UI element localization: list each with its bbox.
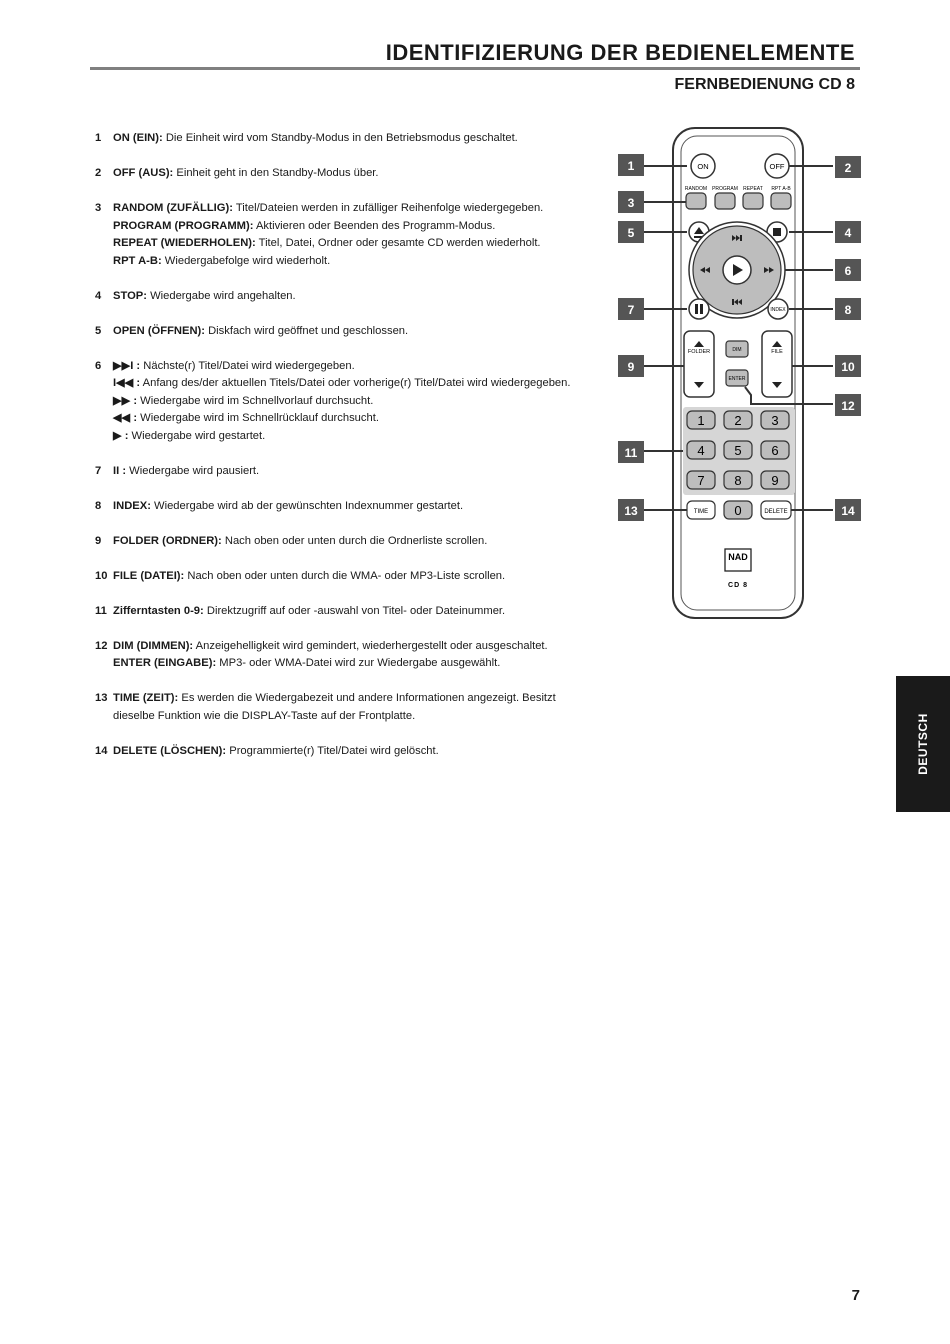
- digit-2-label: 2: [734, 413, 742, 428]
- digit-1-label: 1: [697, 413, 705, 428]
- language-tab-label: DEUTSCH: [916, 713, 930, 775]
- item-number: 13: [95, 692, 108, 704]
- on-label: ON: [697, 162, 709, 171]
- repeat-label: REPEAT: [743, 186, 763, 192]
- pause-button: [689, 299, 709, 319]
- control-item: [95, 200, 595, 270]
- item-text: Wiedergabe wird pausiert.: [126, 464, 260, 477]
- callout-label-11: 11: [624, 446, 638, 460]
- callout-label-13: 13: [624, 504, 638, 518]
- callout-label-14: 14: [841, 504, 855, 518]
- item-label: RPT A-B:: [113, 254, 162, 267]
- control-item: [95, 603, 595, 621]
- item-line: [113, 200, 543, 218]
- item-text: Diskfach wird geöffnet und geschlossen.: [204, 324, 409, 337]
- item-label: ◀◀ :: [113, 412, 138, 424]
- item-label: FILE (DATEI):: [113, 569, 185, 582]
- item-line: [113, 410, 571, 428]
- item-number: 1: [95, 132, 102, 144]
- item-line: [113, 358, 571, 376]
- item-line: [113, 463, 259, 481]
- digit-buttons: [687, 411, 789, 489]
- random-button: [686, 193, 706, 209]
- item-label: I◀◀ :: [113, 377, 141, 389]
- digit-5-label: 5: [734, 443, 742, 458]
- item-label: DELETE (LÖSCHEN):: [113, 744, 227, 757]
- item-text: Wiedergabe wird ab der gewünschten Indexnummer gestartet.: [150, 499, 464, 512]
- dim-label: DIM: [732, 347, 742, 353]
- item-body: [113, 568, 505, 586]
- item-body: [113, 358, 571, 446]
- item-label: FOLDER (ORDNER):: [113, 534, 222, 547]
- item-line: [113, 288, 296, 306]
- item-label: INDEX:: [113, 499, 151, 512]
- item-line: [113, 568, 505, 586]
- item-label: OFF (AUS):: [113, 167, 174, 179]
- control-item: [95, 323, 595, 341]
- time-label: TIME: [693, 509, 709, 515]
- item-line: [113, 253, 543, 271]
- item-text: Nach oben oder unten durch die Ordnerliste scrollen.: [221, 534, 488, 547]
- control-item: [95, 533, 595, 551]
- folder-label: FOLDER: [687, 349, 711, 355]
- enter-label: ENTER: [728, 376, 746, 382]
- callout-label-2: 2: [844, 161, 852, 175]
- item-text: Nächste(r) Titel/Datei wird wiedergegeben.: [140, 359, 355, 372]
- file-label: FILE: [771, 349, 783, 355]
- item-number: 14: [95, 744, 108, 757]
- stop-icon: [773, 228, 781, 236]
- model-label: CD 8: [728, 582, 748, 589]
- random-label: RANDOM: [684, 186, 708, 192]
- control-item: [95, 568, 595, 586]
- callout-label-7: 7: [627, 303, 635, 317]
- off-label: OFF: [769, 162, 785, 171]
- item-text: Wiedergabe wird im Schnellrücklauf durchsucht.: [137, 412, 379, 424]
- item-number: 4: [95, 289, 102, 302]
- item-text: Aktivieren oder Beenden des Programm-Modus.: [253, 219, 496, 232]
- item-label: Zifferntasten 0-9:: [113, 604, 204, 617]
- item-body: [113, 743, 439, 761]
- title-rule: [90, 67, 860, 70]
- item-text: Die Einheit wird vom Standby-Modus in den Betriebsmodus geschaltet.: [162, 132, 518, 144]
- control-item: [95, 165, 595, 183]
- control-item: [95, 498, 595, 516]
- item-label: TIME (ZEIT):: [113, 692, 179, 704]
- item-text: Programmierte(r) Titel/Datei wird gelöscht.: [226, 744, 439, 757]
- item-label: ON (EIN):: [113, 132, 163, 144]
- nad-logo-text: NAD: [728, 552, 748, 562]
- program-label: PROGRAM: [712, 186, 738, 192]
- item-text: Wiedergabe wird angehalten.: [146, 289, 296, 302]
- item-number: 5: [95, 324, 102, 337]
- item-line: [113, 655, 548, 673]
- digit-9-label: 9: [771, 473, 779, 488]
- item-text: Anfang des/der aktuellen Titels/Datei oder vorherige(r) Titel/Datei wird wiedergegeben.: [140, 377, 571, 389]
- item-label: STOP:: [113, 289, 147, 302]
- rptab-button: [771, 193, 791, 209]
- item-text: Wiedergabe wird im Schnellvorlauf durchsucht.: [137, 394, 374, 407]
- callout-label-3: 3: [627, 196, 635, 210]
- item-line: [113, 498, 463, 516]
- control-item: [95, 638, 595, 673]
- item-line: [113, 428, 571, 446]
- control-list: [95, 130, 595, 778]
- item-label: ▶ :: [113, 429, 129, 442]
- item-line: [113, 235, 543, 253]
- item-line: [113, 165, 379, 183]
- item-number: 9: [95, 534, 102, 547]
- item-line: [113, 533, 487, 551]
- item-number: 6: [95, 359, 102, 372]
- callout-label-5: 5: [627, 226, 635, 240]
- item-text: Nach oben oder unten durch die WMA- oder MP3-Liste scrollen.: [184, 569, 506, 582]
- item-text: Einheit geht in den Standby-Modus über.: [173, 167, 379, 179]
- digit-7-label: 7: [697, 473, 705, 488]
- control-item: [95, 463, 595, 481]
- item-body: [113, 200, 543, 270]
- item-text: Titel/Dateien werden in zufälliger Reihenfolge wiedergegeben.: [232, 202, 544, 214]
- callout-label-9: 9: [627, 360, 635, 374]
- rptab-label: RPT A-B: [771, 186, 791, 192]
- item-number: 2: [95, 167, 102, 179]
- page-number: 7: [851, 1287, 860, 1304]
- page-subtitle: FERNBEDIENUNG CD 8: [674, 76, 855, 93]
- item-label: II :: [113, 464, 127, 477]
- item-body: [113, 638, 548, 673]
- item-text: Es werden die Wiedergabezeit und andere Informationen angezeigt. Besitzt dieselbe Funktion wie die DISPLAY-Taste auf der Frontplatte.: [113, 692, 556, 722]
- item-line: [113, 393, 571, 411]
- callout-label-6: 6: [844, 264, 852, 278]
- item-line: [113, 603, 505, 621]
- item-label: ▶▶I :: [113, 359, 141, 372]
- item-number: 12: [95, 639, 108, 652]
- item-body: [113, 463, 259, 481]
- item-body: [113, 690, 595, 725]
- control-item: [95, 358, 595, 446]
- item-body: [113, 288, 296, 306]
- item-line: [113, 130, 518, 148]
- item-line: [113, 638, 548, 656]
- item-line: [113, 375, 571, 393]
- control-item: [95, 288, 595, 306]
- program-button: [715, 193, 735, 209]
- language-tab: [896, 676, 950, 812]
- callout-label-1: 1: [627, 159, 635, 173]
- callout-label-8: 8: [844, 303, 852, 317]
- index-label: INDEX: [770, 307, 786, 313]
- item-text: Titel, Datei, Ordner oder gesamte CD werden wiederholt.: [255, 237, 541, 249]
- digit-6-label: 6: [771, 443, 779, 458]
- item-body: [113, 323, 408, 341]
- item-text: Anzeigehelligkeit wird gemindert, wiederhergestellt oder ausgeschaltet.: [193, 639, 548, 652]
- item-label: REPEAT (WIEDERHOLEN):: [113, 237, 256, 249]
- item-text: Wiedergabe wird gestartet.: [128, 429, 266, 442]
- item-line: [113, 323, 408, 341]
- control-item: [95, 690, 595, 725]
- item-label: ENTER (EINGABE):: [113, 657, 217, 669]
- digit-3-label: 3: [771, 413, 779, 428]
- item-line: [113, 743, 439, 761]
- page-title: IDENTIFIZIERUNG DER BEDIENELEMENTE: [385, 40, 855, 65]
- delete-label: DELETE: [764, 509, 788, 515]
- item-text: Direktzugriff auf oder -auswahl von Titel- oder Dateinummer.: [203, 604, 506, 617]
- item-label: OPEN (ÖFFNEN):: [113, 324, 205, 337]
- item-body: [113, 130, 518, 148]
- item-number: 10: [95, 569, 108, 582]
- item-line: [113, 690, 595, 725]
- item-number: 8: [95, 499, 102, 512]
- callout-label-12: 12: [841, 399, 855, 413]
- digit-0-label: 0: [734, 503, 742, 518]
- item-label: PROGRAM (PROGRAMM):: [113, 219, 254, 232]
- item-line: [113, 218, 543, 236]
- item-label: ▶▶ :: [113, 394, 138, 407]
- callout-label-4: 4: [844, 226, 852, 240]
- digit-4-label: 4: [697, 443, 705, 458]
- digit-8-label: 8: [734, 473, 742, 488]
- item-label: DIM (DIMMEN):: [113, 639, 194, 652]
- control-item: [95, 743, 595, 761]
- callout-label-10: 10: [841, 360, 855, 374]
- item-label: RANDOM (ZUFÄLLIG):: [113, 202, 233, 214]
- repeat-button: [743, 193, 763, 209]
- item-body: [113, 165, 379, 183]
- item-body: [113, 533, 487, 551]
- item-number: 3: [95, 202, 102, 214]
- control-item: [95, 130, 595, 148]
- item-number: 11: [95, 604, 107, 617]
- item-text: MP3- oder WMA-Datei wird zur Wiedergabe ausgewählt.: [216, 657, 501, 669]
- item-body: [113, 498, 463, 516]
- item-body: [113, 603, 505, 621]
- remote-illustration: [615, 125, 865, 625]
- item-number: 7: [95, 464, 102, 477]
- item-text: Wiedergabefolge wird wiederholt.: [161, 254, 331, 267]
